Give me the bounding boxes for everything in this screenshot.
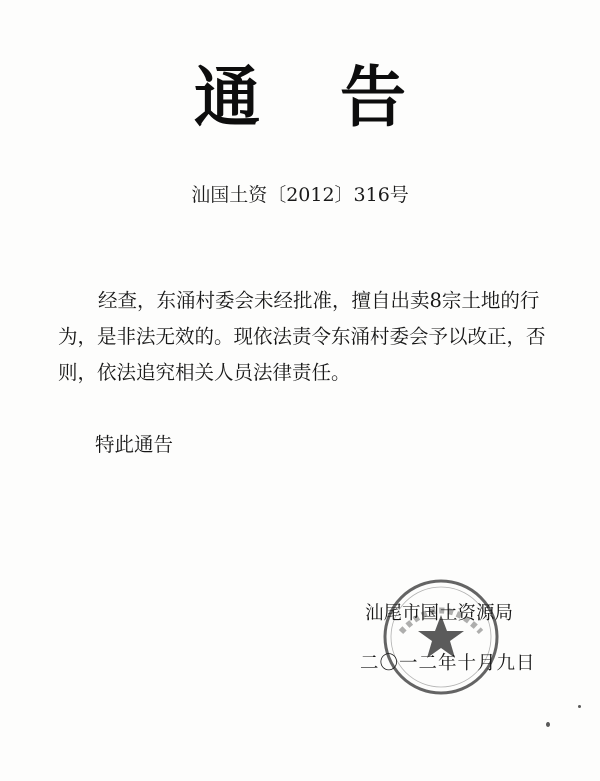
document-number: 汕国土资〔2012〕316号 xyxy=(191,184,409,206)
issue-date: 二〇一二年十月九日 xyxy=(360,653,536,674)
official-seal-icon xyxy=(381,577,501,697)
closing-line: 特此通告 xyxy=(95,433,174,456)
notice-title: 通告 xyxy=(194,59,486,136)
scan-speck xyxy=(546,722,550,727)
notice-paragraph: 经查，东涌村委会未经批准，擅自出卖8宗土地的行为，是非法无效的。现依法责令东涌村委会予以改正，否则，依法追究相关人员法律责任。 xyxy=(58,289,546,384)
scan-speck xyxy=(578,705,581,708)
issuer-name: 汕尾市国土资源局 xyxy=(365,603,514,624)
notice-body xyxy=(58,283,558,391)
